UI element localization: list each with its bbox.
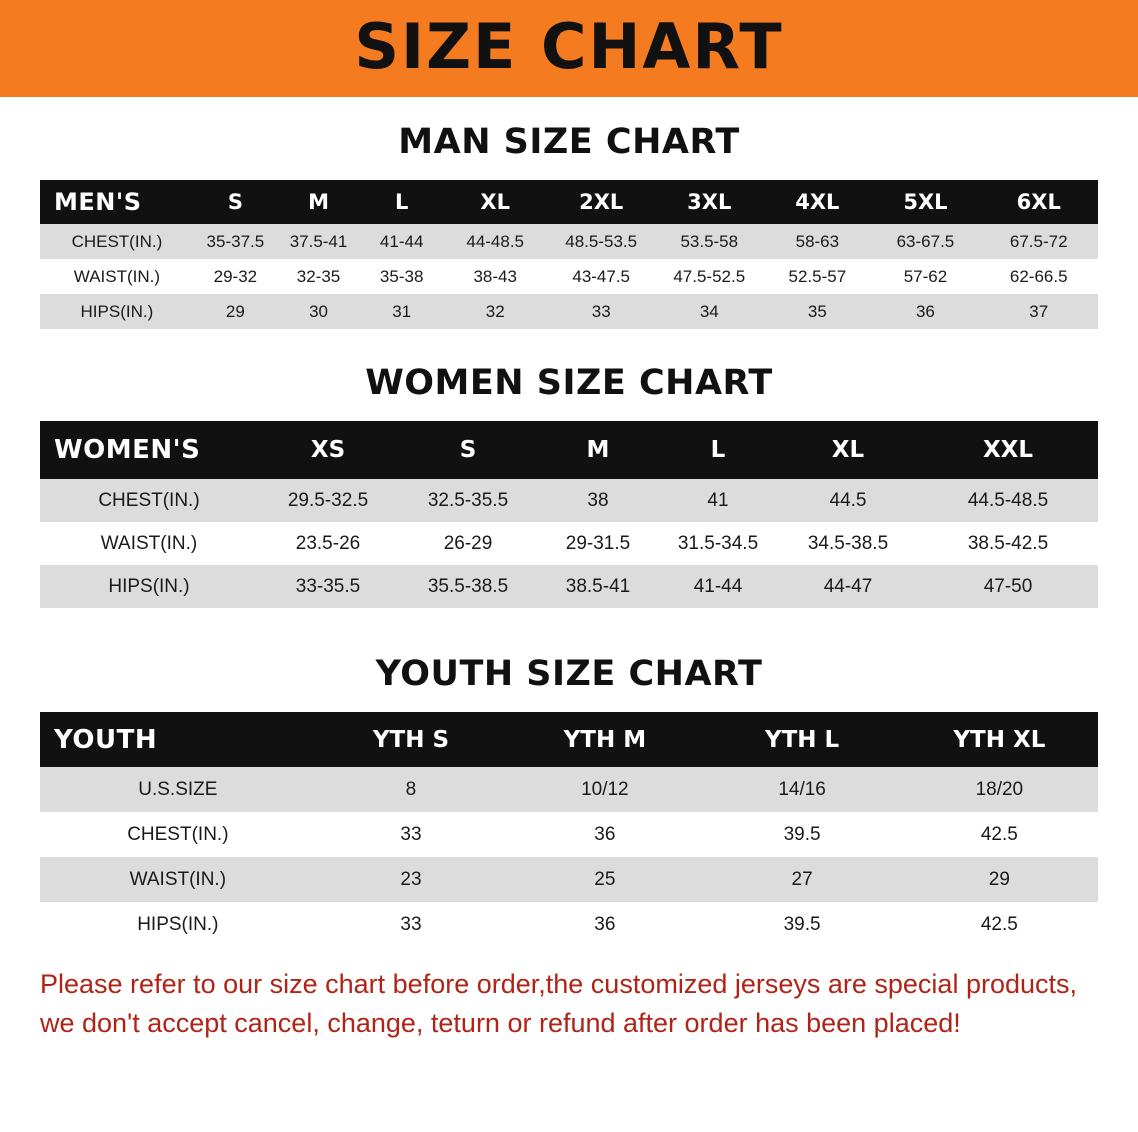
man-table-wrap bbox=[40, 180, 1098, 329]
man-header-cell: XL bbox=[443, 180, 547, 224]
table-cell: 23 bbox=[316, 857, 507, 902]
table-cell: 35.5-38.5 bbox=[398, 565, 538, 608]
disclaimer-line-2: we don't accept cancel, change, teturn or refund after order has been placed! bbox=[40, 1008, 961, 1039]
youth-table-wrap bbox=[40, 712, 1098, 947]
women-header-cell: WOMEN'S bbox=[40, 421, 258, 479]
row-label: WAIST(IN.) bbox=[40, 857, 316, 902]
table-row bbox=[40, 767, 1098, 812]
youth-size-table bbox=[40, 712, 1098, 947]
table-cell: 37.5-41 bbox=[277, 224, 360, 259]
table-cell: 34 bbox=[655, 294, 763, 329]
table-cell: 42.5 bbox=[901, 812, 1098, 857]
table-row bbox=[40, 902, 1098, 947]
table-cell: 33-35.5 bbox=[258, 565, 398, 608]
women-header-cell: XS bbox=[258, 421, 398, 479]
man-header-cell: 4XL bbox=[763, 180, 871, 224]
table-cell: 44-47 bbox=[778, 565, 918, 608]
man-header-cell: 3XL bbox=[655, 180, 763, 224]
women-header-cell: XXL bbox=[918, 421, 1098, 479]
table-cell: 41 bbox=[658, 479, 778, 522]
women-size-table bbox=[40, 421, 1098, 608]
table-cell: 44.5-48.5 bbox=[918, 479, 1098, 522]
table-cell: 26-29 bbox=[398, 522, 538, 565]
table-cell: 48.5-53.5 bbox=[547, 224, 655, 259]
row-label: HIPS(IN.) bbox=[40, 902, 316, 947]
table-cell: 38-43 bbox=[443, 259, 547, 294]
table-cell: 67.5-72 bbox=[979, 224, 1098, 259]
table-cell: 33 bbox=[316, 812, 507, 857]
table-cell: 47-50 bbox=[918, 565, 1098, 608]
table-cell: 43-47.5 bbox=[547, 259, 655, 294]
table-cell: 29 bbox=[194, 294, 277, 329]
table-row bbox=[40, 294, 1098, 329]
table-cell: 42.5 bbox=[901, 902, 1098, 947]
youth-header-cell: YTH S bbox=[316, 712, 507, 767]
youth-section-title: YOUTH SIZE CHART bbox=[375, 654, 763, 694]
table-cell: 35 bbox=[763, 294, 871, 329]
table-row bbox=[40, 565, 1098, 608]
man-section-title: MAN SIZE CHART bbox=[398, 122, 740, 162]
table-cell: 41-44 bbox=[360, 224, 443, 259]
table-cell: 33 bbox=[547, 294, 655, 329]
table-cell: 33 bbox=[316, 902, 507, 947]
banner bbox=[0, 0, 1138, 97]
table-cell: 39.5 bbox=[703, 812, 900, 857]
youth-header-cell: YTH XL bbox=[901, 712, 1098, 767]
table-cell: 35-38 bbox=[360, 259, 443, 294]
table-row bbox=[40, 522, 1098, 565]
table-cell: 52.5-57 bbox=[763, 259, 871, 294]
table-cell: 58-63 bbox=[763, 224, 871, 259]
youth-header-cell: YOUTH bbox=[40, 712, 316, 767]
table-cell: 62-66.5 bbox=[979, 259, 1098, 294]
table-cell: 10/12 bbox=[506, 767, 703, 812]
table-row bbox=[40, 224, 1098, 259]
table-cell: 37 bbox=[979, 294, 1098, 329]
table-row bbox=[40, 479, 1098, 522]
table-cell: 30 bbox=[277, 294, 360, 329]
table-cell: 41-44 bbox=[658, 565, 778, 608]
row-label: CHEST(IN.) bbox=[40, 224, 194, 259]
table-cell: 8 bbox=[316, 767, 507, 812]
table-row bbox=[40, 812, 1098, 857]
banner-title: SIZE CHART bbox=[354, 9, 784, 83]
table-cell: 34.5-38.5 bbox=[778, 522, 918, 565]
table-cell: 57-62 bbox=[871, 259, 979, 294]
table-cell: 32.5-35.5 bbox=[398, 479, 538, 522]
table-cell: 31 bbox=[360, 294, 443, 329]
table-cell: 47.5-52.5 bbox=[655, 259, 763, 294]
table-row bbox=[40, 857, 1098, 902]
row-label: CHEST(IN.) bbox=[40, 812, 316, 857]
table-cell: 14/16 bbox=[703, 767, 900, 812]
table-cell: 36 bbox=[871, 294, 979, 329]
man-header-cell: M bbox=[277, 180, 360, 224]
row-label: HIPS(IN.) bbox=[40, 294, 194, 329]
table-cell: 44.5 bbox=[778, 479, 918, 522]
table-cell: 31.5-34.5 bbox=[658, 522, 778, 565]
table-cell: 38 bbox=[538, 479, 658, 522]
table-cell: 38.5-41 bbox=[538, 565, 658, 608]
table-cell: 23.5-26 bbox=[258, 522, 398, 565]
row-label: CHEST(IN.) bbox=[40, 479, 258, 522]
table-row bbox=[40, 259, 1098, 294]
women-table-wrap bbox=[40, 421, 1098, 608]
women-header-cell: XL bbox=[778, 421, 918, 479]
disclaimer-note bbox=[40, 965, 1098, 1043]
table-cell: 29 bbox=[901, 857, 1098, 902]
table-cell: 29-31.5 bbox=[538, 522, 658, 565]
man-header-cell: L bbox=[360, 180, 443, 224]
table-cell: 18/20 bbox=[901, 767, 1098, 812]
table-cell: 35-37.5 bbox=[194, 224, 277, 259]
row-label: WAIST(IN.) bbox=[40, 259, 194, 294]
row-label: WAIST(IN.) bbox=[40, 522, 258, 565]
table-cell: 53.5-58 bbox=[655, 224, 763, 259]
women-header-cell: L bbox=[658, 421, 778, 479]
row-label: U.S.SIZE bbox=[40, 767, 316, 812]
man-header-cell: 5XL bbox=[871, 180, 979, 224]
table-cell: 29.5-32.5 bbox=[258, 479, 398, 522]
table-cell: 36 bbox=[506, 902, 703, 947]
women-section-title: WOMEN SIZE CHART bbox=[365, 363, 773, 403]
table-cell: 32-35 bbox=[277, 259, 360, 294]
man-size-table bbox=[40, 180, 1098, 329]
table-cell: 27 bbox=[703, 857, 900, 902]
table-cell: 29-32 bbox=[194, 259, 277, 294]
youth-header-cell: YTH L bbox=[703, 712, 900, 767]
youth-header-cell: YTH M bbox=[506, 712, 703, 767]
table-cell: 44-48.5 bbox=[443, 224, 547, 259]
man-header-cell: 6XL bbox=[979, 180, 1098, 224]
women-header-cell: M bbox=[538, 421, 658, 479]
table-cell: 39.5 bbox=[703, 902, 900, 947]
man-header-cell: MEN'S bbox=[40, 180, 194, 224]
table-cell: 36 bbox=[506, 812, 703, 857]
table-cell: 32 bbox=[443, 294, 547, 329]
man-header-cell: 2XL bbox=[547, 180, 655, 224]
table-cell: 38.5-42.5 bbox=[918, 522, 1098, 565]
table-cell: 63-67.5 bbox=[871, 224, 979, 259]
man-header-row bbox=[40, 180, 1098, 224]
youth-header-row bbox=[40, 712, 1098, 767]
table-cell: 25 bbox=[506, 857, 703, 902]
man-header-cell: S bbox=[194, 180, 277, 224]
women-header-cell: S bbox=[398, 421, 538, 479]
women-header-row bbox=[40, 421, 1098, 479]
disclaimer-line-1: Please refer to our size chart before order,the customized jerseys are special products, bbox=[40, 969, 1078, 999]
row-label: HIPS(IN.) bbox=[40, 565, 258, 608]
